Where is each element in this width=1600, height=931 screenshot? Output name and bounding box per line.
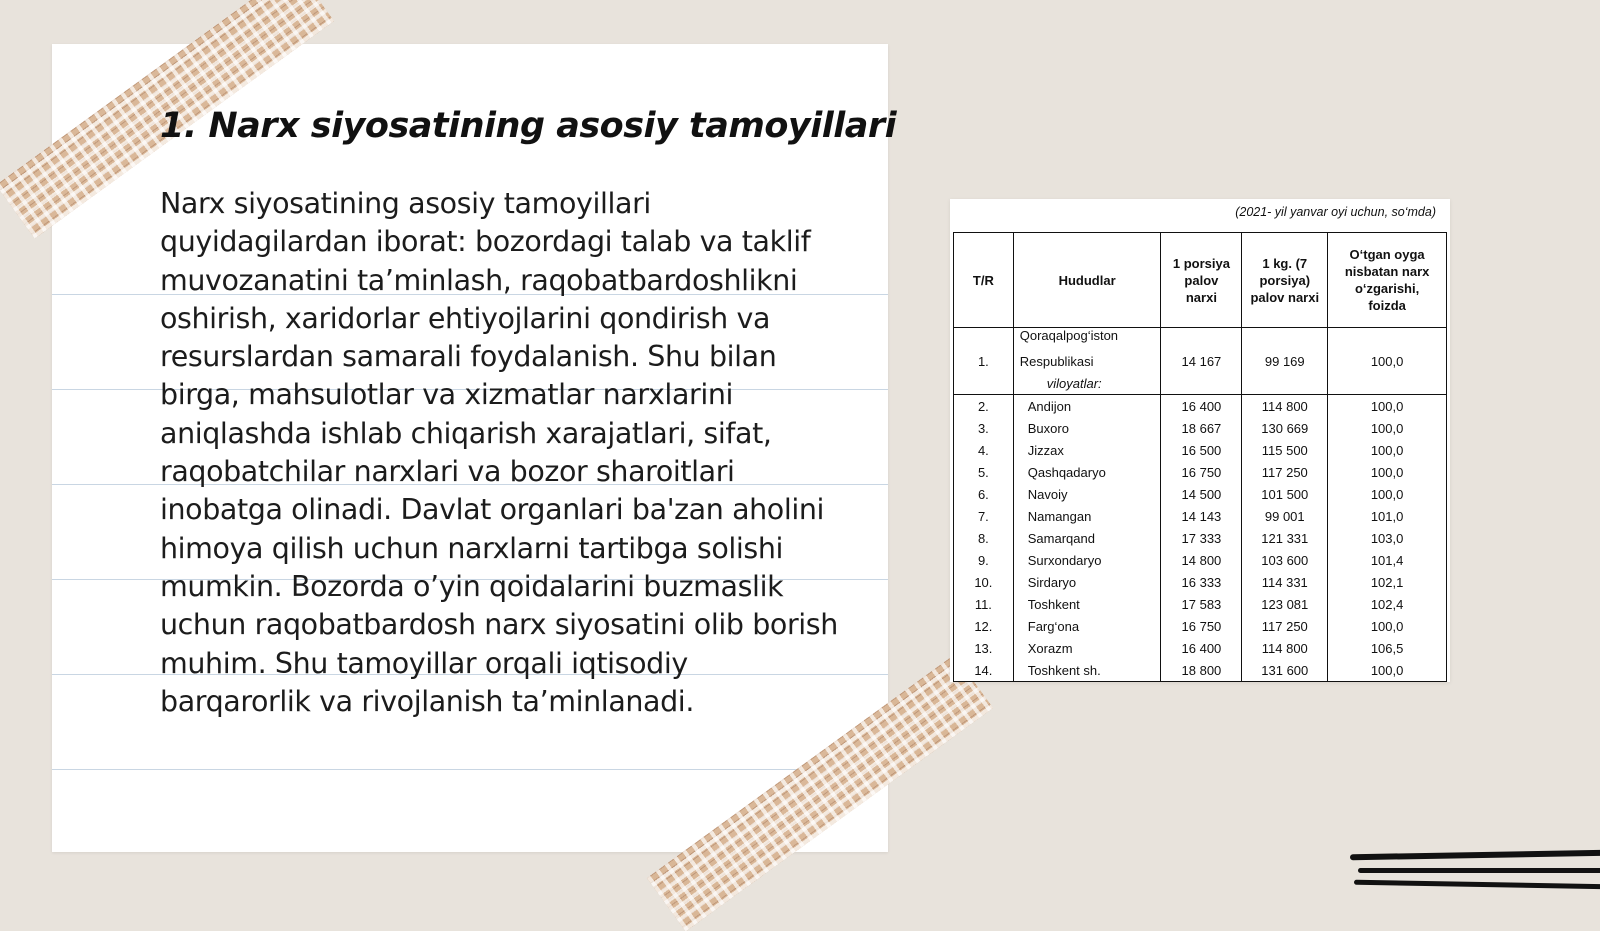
table-row xyxy=(954,637,1447,659)
row-number: 5. xyxy=(954,461,1014,483)
region-name: Namangan xyxy=(1013,505,1161,527)
price-change: 100,0 xyxy=(1328,439,1447,461)
table-row xyxy=(954,417,1447,439)
price-change: 103,0 xyxy=(1328,527,1447,549)
region-name: Jizzax xyxy=(1013,439,1161,461)
row-number: 2. xyxy=(954,395,1014,418)
header-portion-price: 1 porsiya palov narxi xyxy=(1161,233,1242,328)
row-number: 8. xyxy=(954,527,1014,549)
price-table xyxy=(953,232,1447,682)
portion-price: 16 750 xyxy=(1161,615,1242,637)
price-change: 100,0 xyxy=(1328,483,1447,505)
portion-price: 18 667 xyxy=(1161,417,1242,439)
price-change: 100,0 xyxy=(1328,350,1447,372)
kg-price: 114 331 xyxy=(1242,571,1328,593)
kg-price: 121 331 xyxy=(1242,527,1328,549)
portion-price: 14 800 xyxy=(1161,549,1242,571)
row-number: 14. xyxy=(954,659,1014,682)
table-header-row xyxy=(954,233,1447,328)
slide-body-text: Narx siyosatining asosiy tamoyillari quyidagilardan iborat: bozordagi talab va taklif muvozanatini ta’minlash, raqobatbardoshlikni oshirish, xaridorlar ehtiyojlarini qondirish va resurslardan samarali foydalanish. Shu bilan birga, mahsulotlar va xizmatlar narxlarini aniqlashda ishlab chiqarish xarajatlari, sifat, raqobatchilar narxlari va bozor sharoitlari inobatga olinadi. Davlat organlari ba'zan aholini himoya qilish uchun narxlarni tartibga solishi mumkin. Bozorda o’yin qoidalarini buzmaslik uchun raqobatbardosh narx siyosatini olib borish muhim. Shu tamoyillar orqali iqtisodiy barqarorlik va rivojlanish ta’minlanadi. xyxy=(160,187,838,718)
price-change: 100,0 xyxy=(1328,615,1447,637)
price-change: 101,0 xyxy=(1328,505,1447,527)
row-number: 13. xyxy=(954,637,1014,659)
price-change: 100,0 xyxy=(1328,461,1447,483)
price-table-card xyxy=(950,199,1450,682)
header-change: O‘tgan oyga nisbatan narx o‘zgarishi, foizda xyxy=(1328,233,1447,328)
table-row xyxy=(954,483,1447,505)
marker-stroke xyxy=(1358,868,1600,873)
paper-rule xyxy=(52,769,888,770)
kg-price: 130 669 xyxy=(1242,417,1328,439)
table-row xyxy=(954,615,1447,637)
portion-price: 16 750 xyxy=(1161,461,1242,483)
header-region: Hududlar xyxy=(1013,233,1161,328)
row-number: 9. xyxy=(954,549,1014,571)
kg-price: 114 800 xyxy=(1242,637,1328,659)
header-kg-price: 1 kg. (7 porsiya) palov narxi xyxy=(1242,233,1328,328)
price-change: 100,0 xyxy=(1328,659,1447,682)
kg-price: 117 250 xyxy=(1242,615,1328,637)
marker-stroke xyxy=(1350,850,1600,861)
table-row xyxy=(954,505,1447,527)
portion-price: 16 500 xyxy=(1161,439,1242,461)
portion-price: 16 333 xyxy=(1161,571,1242,593)
table-row xyxy=(954,350,1447,372)
table-row xyxy=(954,372,1447,395)
kg-price: 99 001 xyxy=(1242,505,1328,527)
region-name: Samarqand xyxy=(1013,527,1161,549)
marker-stroke xyxy=(1354,880,1600,889)
price-change: 100,0 xyxy=(1328,395,1447,418)
table-row xyxy=(954,328,1447,351)
kg-price: 115 500 xyxy=(1242,439,1328,461)
region-rows xyxy=(954,395,1447,682)
row-number: 4. xyxy=(954,439,1014,461)
table-row xyxy=(954,593,1447,615)
region-name: Respublikasi xyxy=(1013,350,1161,372)
region-name: Surxondaryo xyxy=(1013,549,1161,571)
row-number: 7. xyxy=(954,505,1014,527)
portion-price: 17 333 xyxy=(1161,527,1242,549)
kg-price: 123 081 xyxy=(1242,593,1328,615)
row-number: 1. xyxy=(954,350,1014,372)
subheading: viloyatlar: xyxy=(1013,372,1161,395)
portion-price: 14 143 xyxy=(1161,505,1242,527)
kg-price: 99 169 xyxy=(1242,350,1328,372)
table-row xyxy=(954,659,1447,682)
region-name: Toshkent xyxy=(1013,593,1161,615)
slide-title: 1. Narx siyosatining asosiy tamoyillari xyxy=(160,106,897,146)
table-row xyxy=(954,461,1447,483)
portion-price: 14 167 xyxy=(1161,350,1242,372)
portion-price: 16 400 xyxy=(1161,395,1242,418)
table-row xyxy=(954,395,1447,418)
table-row xyxy=(954,439,1447,461)
table-row xyxy=(954,571,1447,593)
region-name: Sirdaryo xyxy=(1013,571,1161,593)
kg-price: 101 500 xyxy=(1242,483,1328,505)
table-row xyxy=(954,527,1447,549)
kg-price: 114 800 xyxy=(1242,395,1328,418)
header-tr: T/R xyxy=(954,233,1014,328)
region-name: Toshkent sh. xyxy=(1013,659,1161,682)
region-name: Xorazm xyxy=(1013,637,1161,659)
portion-price: 16 400 xyxy=(1161,637,1242,659)
row-number: 10. xyxy=(954,571,1014,593)
region-name: Andijon xyxy=(1013,395,1161,418)
region-name: Buxoro xyxy=(1013,417,1161,439)
portion-price: 14 500 xyxy=(1161,483,1242,505)
region-name: Farg‘ona xyxy=(1013,615,1161,637)
table-caption: (2021- yil yanvar oyi uchun, so‘mda) xyxy=(1235,205,1436,219)
price-change: 102,1 xyxy=(1328,571,1447,593)
row-number: 12. xyxy=(954,615,1014,637)
portion-price: 18 800 xyxy=(1161,659,1242,682)
price-change: 101,4 xyxy=(1328,549,1447,571)
region-name: Qoraqalpog‘iston xyxy=(1013,328,1161,351)
row-number: 11. xyxy=(954,593,1014,615)
region-name: Navoiy xyxy=(1013,483,1161,505)
price-change: 100,0 xyxy=(1328,417,1447,439)
price-change: 102,4 xyxy=(1328,593,1447,615)
row-number: 6. xyxy=(954,483,1014,505)
row-number: 3. xyxy=(954,417,1014,439)
region-name: Qashqadaryo xyxy=(1013,461,1161,483)
kg-price: 103 600 xyxy=(1242,549,1328,571)
kg-price: 131 600 xyxy=(1242,659,1328,682)
price-change: 106,5 xyxy=(1328,637,1447,659)
portion-price: 17 583 xyxy=(1161,593,1242,615)
kg-price: 117 250 xyxy=(1242,461,1328,483)
table-row xyxy=(954,549,1447,571)
